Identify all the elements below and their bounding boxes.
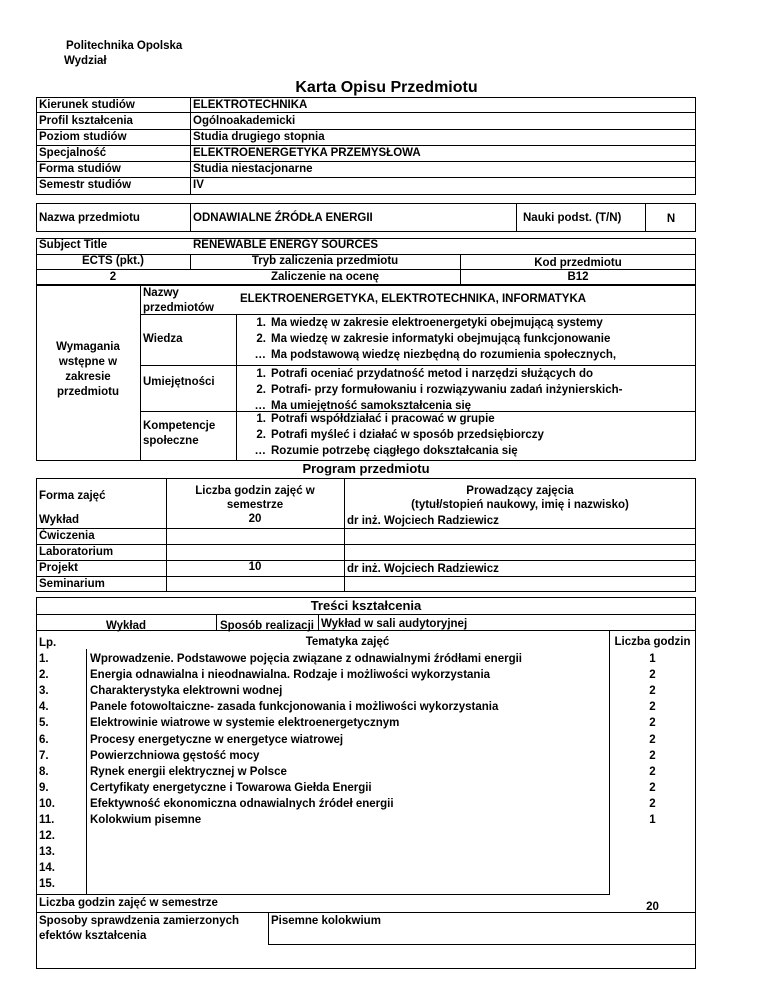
info-label: Specjalność [39,147,107,159]
competence-group-label [143,375,215,390]
content-type: Wykład [105,620,147,632]
requirement-text: Potrafi oceniać przydatność metod i narzędzi służących do [271,368,594,380]
topic-hours: 2 [649,797,656,810]
program-title: Program przedmiotu [302,461,430,476]
competence-group-label [143,332,183,347]
page-title: Karta Opisu Przedmiotu [295,79,478,96]
topic-number: 6. [39,733,49,746]
requirement-number: 1. [256,413,266,425]
subject-title-label: Subject Title [39,239,108,251]
basic-sciences-value: N [666,213,676,225]
topic-hours: 2 [649,733,656,746]
topic-hours: 2 [649,765,656,778]
info-value: ELEKTROENERGETYKA PRZEMYSŁOWA [193,147,421,159]
requirement-number: 2. [256,429,266,441]
requirement-number: 2. [256,384,266,396]
ects-label: ECTS (pkt.) [82,255,144,267]
method-label: Sposób realizacji [220,620,314,632]
requirement-number: … [254,349,266,361]
program-hours: 20 [248,513,262,525]
topic-text: Certyfikaty energetyczne i Towarowa Giełda Energii [90,781,372,794]
program-form: Wykład [39,514,80,526]
topic-number: 10. [39,797,55,810]
requirement-number: 1. [256,368,266,380]
program-form: Projekt [39,562,78,574]
program-form: Laboratorium [39,546,114,558]
topic-hours: 2 [649,717,656,730]
hours-column-header: Liczba godzin zajęć w semestrze [195,485,315,511]
info-label: Semestr studiów [39,179,132,191]
requirement-number: … [254,445,266,457]
prerequisite-subjects: ELEKTROENERGETYKA, ELEKTROTECHNIKA, INFORMATYKA [240,293,587,305]
info-label: Profil kształcenia [39,115,133,127]
topic-number: 3. [39,685,49,698]
topic-text: Kolokwium pisemne [90,814,202,826]
completion-mode: Zaliczenie na ocenę [270,271,379,283]
requirement-text: Ma wiedzę w zakresie informatyki obejmującą funkcjonowanie [271,333,611,345]
method-value: Wykład w sali audytoryjnej [321,618,468,630]
topic-text: Efektywność ekonomiczna odnawialnych źródeł energii [90,797,394,810]
topic-hours: 2 [649,685,656,698]
topic-number: 9. [39,781,49,794]
topic-number: 8. [39,765,49,778]
info-label: Kierunek studiów [39,99,135,111]
info-label: Forma studiów [39,163,121,175]
course-code: B12 [567,271,589,283]
info-value: Studia drugiego stopnia [193,131,325,143]
info-value: IV [193,179,204,191]
info-label: Poziom studiów [39,131,127,143]
topic-hours: 2 [649,701,656,714]
topic-number: 1. [39,653,49,665]
subject-title: RENEWABLE ENERGY SOURCES [193,239,379,251]
course-name-label: Nazwa przedmiotu [39,212,140,224]
program-hours: 10 [248,561,262,573]
requirement-text: Potrafi- przy formułowaniu i rozwiązywaniu zadań inżynierskich- [271,384,623,396]
requirement-text: Ma umiejętność samokształcenia się [271,400,472,412]
topic-number: 7. [39,749,49,762]
course-name: ODNAWIALNE ŹRÓDŁA ENERGII [193,212,373,224]
program-form: Ćwiczenia [39,530,95,542]
competence-group-label-line: społeczne [143,435,199,447]
total-hours: 20 [646,901,659,913]
requirement-text: Potrafi myśleć i działać w sposób przedsiębiorczy [271,429,544,441]
topic-number: 5. [39,717,49,730]
info-value: Studia niestacjonarne [193,163,313,175]
program-teacher: dr inż. Wojciech Radziewicz [347,515,499,527]
program-form: Seminarium [39,578,105,590]
topic-hours: 2 [649,749,656,762]
info-value: ELEKTROTECHNIKA [193,99,308,111]
topic-text: Wprowadzenie. Podstawowe pojęcia związane z odnawialnymi źródłami energii [90,653,522,665]
requirement-text: Ma podstawową wiedzę niezbędną do rozumienia społecznych, [271,349,617,361]
verification-label: Sposoby sprawdzenia zamierzonych efektów kształcenia [39,915,240,942]
topic-number: 12. [39,830,55,843]
form-column-header: Forma zajęć [39,490,106,502]
topic-text: Powierzchniowa gęstość mocy [90,749,260,762]
topic-hours: 1 [649,814,656,826]
topic-number: 14. [39,862,55,875]
university-name: Politechnika Opolska [66,40,183,52]
lp-column-header: Lp. [39,637,57,649]
ects-value: 2 [109,271,117,283]
topic-text: Panele fotowoltaiczne- zasada funkcjonowania i możliwości wykorzystania [90,701,499,714]
topic-number: 11. [39,814,55,826]
competence-group-label-line: Umiejętności [143,376,215,388]
requirement-number: 1. [256,317,266,329]
competence-group-label-line: Wiedza [143,333,183,345]
topic-number: 13. [39,846,55,859]
competence-group-label-line: Kompetencje [143,420,216,432]
topic-text: Elektrowinie wiatrowe w systemie elektroenergetycznym [90,717,400,730]
topic-text: Charakterystyka elektrowni wodnej [90,685,283,698]
teacher-column-header: Prowadzący zajęcia (tytuł/stopień naukowy, imię i nazwisko) [411,485,629,511]
topic-number: 15. [39,878,55,891]
content-title: Treści kształcenia [310,598,422,613]
requirement-text: Potrafi współdziałać i pracować w grupie [271,413,495,425]
hours-count-header: Liczba godzin [614,636,691,648]
topic-text: Rynek energii elektrycznej w Polsce [90,765,287,778]
program-teacher: dr inż. Wojciech Radziewicz [347,563,499,575]
total-hours-label: Liczba godzin zajęć w semestrze [39,897,218,909]
verification-method: Pisemne kolokwium [271,915,381,927]
topic-hours: 1 [649,653,656,665]
topic-text: Procesy energetyczne w energetyce wiatrowej [90,733,344,746]
requirement-text: Ma wiedzę w zakresie elektroenergetyki obejmującą systemy [271,317,603,329]
info-value: Ogólnoakademicki [193,115,296,127]
course-code-label: Kod przedmiotu [534,257,622,269]
requirement-number: … [254,400,266,412]
topic-hours: 2 [649,669,656,682]
subjects-label: Nazwy przedmiotów [143,287,214,314]
completion-mode-label: Tryb zaliczenia przedmiotu [251,255,399,267]
requirement-text: Rozumie potrzebę ciągłego dokształcania się [271,445,518,457]
prerequisites-label: Wymagania wstępne w zakresie przedmiotu [56,341,120,398]
topic-number: 4. [39,701,49,714]
competence-group-label [143,419,215,449]
faculty-name: Wydział [64,55,107,67]
topic-number: 2. [39,669,49,682]
requirement-number: 2. [256,333,266,345]
topic-text: Energia odnawialna i nieodnawialna. Rodzaje i możliwości wykorzystania [90,669,491,682]
basic-sciences-label: Nauki podst. (T/N) [523,212,622,224]
topic-column-header: Tematyka zajęć [305,636,390,648]
topic-hours: 2 [649,781,656,794]
